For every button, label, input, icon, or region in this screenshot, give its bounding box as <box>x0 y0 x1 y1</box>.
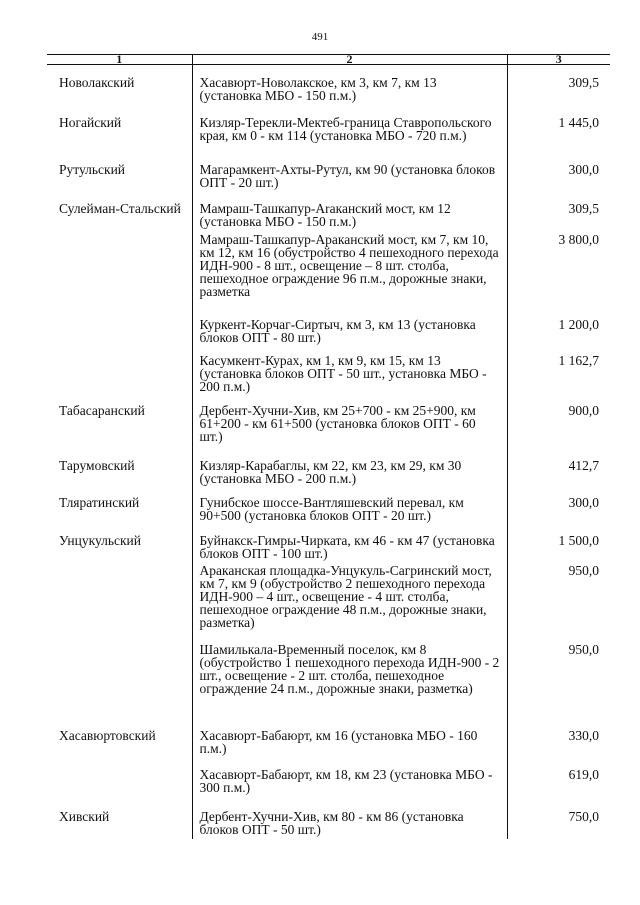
description-cell-text: Хасавюрт-Новолакское, км 3, км 7, км 13 (установка МБО - 150 п.м.) <box>199 75 437 103</box>
description-cell <box>192 344 507 396</box>
amount-cell <box>507 396 610 448</box>
district-cell <box>47 65 192 105</box>
table-row <box>47 344 610 396</box>
description-cell-text: Гунибское шоссе-Вантляшевский перевал, км 90+500 (установка блоков ОПТ - 20 шт.) <box>199 494 464 523</box>
amount-cell-text: 950,0 <box>568 641 599 657</box>
table-header <box>47 52 610 66</box>
description-cell-text: Буйнакск-Гимры-Чиркатa, км 46 - км 47 (установка блоков ОПТ - 100 шт.) <box>199 532 495 561</box>
description-cell <box>192 526 507 563</box>
table-row <box>47 761 610 799</box>
table-row <box>47 105 610 153</box>
district-cell <box>47 486 192 526</box>
amount-cell <box>507 190 610 231</box>
description-cell-text: Хасавюрт-Бабаюрт, км 16 (установка МБО - 160 п.м.) <box>199 727 478 756</box>
amount-cell-text: 1 445,0 <box>558 114 599 130</box>
table-row <box>47 448 610 486</box>
page-number: 491 <box>311 31 329 43</box>
amount-cell-text: 1 200,0 <box>558 316 599 332</box>
district-cell <box>47 640 192 718</box>
amount-cell <box>507 486 610 526</box>
description-cell-text: Араканская площадка-Унцукуль-Сагринский мост, км 7, км 9 (обустройство 2 пешеходного перехода ИДН-900 – 4 шт., освещение - 4 шт. столба, пешеходное ограждение 48 п.м., дорожные знаки, разметка) <box>199 562 492 630</box>
description-cell <box>192 231 507 309</box>
district-cell <box>47 396 192 448</box>
description-cell-text: Хасавюрт-Бабаюрт, км 18, км 23 (установка МБО - 300 п.м.) <box>199 766 493 795</box>
amount-cell-text: 3 800,0 <box>558 231 599 247</box>
amount-cell <box>507 153 610 190</box>
amount-cell <box>507 718 610 761</box>
district-cell <box>47 761 192 799</box>
table-row <box>47 799 610 839</box>
amount-cell <box>507 309 610 344</box>
district-cell <box>47 309 192 344</box>
amount-cell-text: 1 500,0 <box>558 532 599 548</box>
amount-cell-text: 619,0 <box>568 766 599 782</box>
table-row <box>47 718 610 761</box>
table-row <box>47 563 610 640</box>
district-cell-text: Новолакский <box>59 75 135 90</box>
district-cell <box>47 231 192 309</box>
amount-cell-text: 1 162,7 <box>558 352 599 368</box>
amount-cell <box>507 344 610 396</box>
district-cell <box>47 105 192 153</box>
amount-cell <box>507 65 610 105</box>
column-header-3: 3 <box>507 55 610 65</box>
amount-cell <box>507 526 610 563</box>
description-cell-text: Дербент-Хучни-Хив, км 80 - км 86 (установка блоков ОПТ - 50 шт.) <box>199 808 464 837</box>
district-cell-text: Унцукульский <box>59 532 141 548</box>
amount-cell <box>507 105 610 153</box>
amount-cell-text: 309,5 <box>568 200 599 216</box>
description-cell <box>192 799 507 839</box>
amount-cell <box>507 799 610 839</box>
district-cell <box>47 563 192 640</box>
description-cell-text: Мамраш-Ташкапур-Араканский мост, км 7, км 10, км 12, км 16 (обустройство 4 пешеходного перехода ИДН-900 - 8 шт., освещение – 8 шт. столба, пешеходное ограждение 96 п.м., дорожные знаки, разметка <box>199 231 499 299</box>
amount-cell-text: 900,0 <box>568 402 599 418</box>
description-cell <box>192 486 507 526</box>
description-cell-text: Кизляр-Карабаглы, км 22, км 23, км 29, км 30 (установка МБО - 200 п.м.) <box>199 457 462 486</box>
district-cell-text: Ногайский <box>59 114 122 130</box>
column-header-1: 1 <box>47 55 192 65</box>
description-cell <box>192 761 507 799</box>
amount-cell-text: 412,7 <box>568 457 599 473</box>
description-cell <box>192 640 507 718</box>
amount-cell-text: 309,5 <box>568 75 599 90</box>
district-cell <box>47 718 192 761</box>
table-row <box>47 309 610 344</box>
description-cell-text: Шамилькала-Временный поселок, км 8 (обустройство 1 пешеходного перехода ИДН-900 - 2 шт., освещение - 2 шт. столба, пешеходное ограждение 24 п.м., дорожные знаки, разметка) <box>199 641 500 696</box>
table-row <box>47 396 610 448</box>
amount-cell <box>507 761 610 799</box>
description-cell <box>192 105 507 153</box>
description-cell <box>192 153 507 190</box>
description-cell-text: Кизляр-Терекли-Мектеб-граница Ставропольского края, км 0 - км 114 (установка МБО - 720 п.м.) <box>199 114 492 143</box>
description-cell-text: Куркент-Корчаг-Сиртыч, км 3, км 13 (установка блоков ОПТ - 80 шт.) <box>199 316 476 345</box>
description-cell <box>192 309 507 344</box>
table-row <box>47 190 610 231</box>
amount-cell-text: 300,0 <box>568 161 599 177</box>
district-cell-text: Тарумовский <box>59 457 135 473</box>
table-row <box>47 640 610 718</box>
amount-cell <box>507 231 610 309</box>
table-row <box>47 65 610 105</box>
district-cell <box>47 799 192 839</box>
description-cell-text: Мамраш-Ташкапур-Araканский мост, км 12 (установка МБО - 150 п.м.) <box>199 200 451 229</box>
district-cell-text: Сулейман-Стальский <box>59 200 181 216</box>
table-row <box>47 526 610 563</box>
amount-cell-text: 750,0 <box>568 808 599 824</box>
district-cell-text: Хасавюртовский <box>59 727 156 743</box>
table-body <box>47 65 610 839</box>
description-cell-text: Касумкент-Курах, км 1, км 9, км 15, км 13 (установка блоков ОПТ - 50 шт., установка МБО - 200 п.м.) <box>199 352 487 394</box>
description-cell <box>192 563 507 640</box>
district-cell <box>47 153 192 190</box>
district-cell <box>47 448 192 486</box>
amount-cell <box>507 448 610 486</box>
district-cell <box>47 190 192 231</box>
amount-cell <box>507 640 610 718</box>
amount-cell <box>507 563 610 640</box>
district-cell-text: Хивский <box>59 808 110 824</box>
amount-cell-text: 950,0 <box>568 562 599 578</box>
description-cell-text: Дербент-Хучни-Хив, км 25+700 - км 25+900, км 61+200 - км 61+500 (установка блоков ОПТ - 60 шт.) <box>199 402 476 444</box>
amount-cell-text: 300,0 <box>568 494 599 510</box>
table-row <box>47 231 610 309</box>
description-cell <box>192 190 507 231</box>
description-cell <box>192 396 507 448</box>
roads-table <box>47 54 610 839</box>
district-cell <box>47 526 192 563</box>
district-cell-text: Табасаранский <box>59 402 145 418</box>
table-row <box>47 153 610 190</box>
column-header-2: 2 <box>192 55 507 65</box>
description-cell <box>192 65 507 105</box>
amount-cell-text: 330,0 <box>568 727 599 743</box>
district-cell-text: Тляратинский <box>59 494 140 510</box>
description-cell <box>192 718 507 761</box>
district-cell-text: Рутульский <box>59 161 126 177</box>
table-row <box>47 486 610 526</box>
description-cell-text: Магарамкент-Ахты-Рутул, км 90 (установка блоков ОПТ - 20 шт.) <box>199 161 496 190</box>
description-cell <box>192 448 507 486</box>
district-cell <box>47 344 192 396</box>
